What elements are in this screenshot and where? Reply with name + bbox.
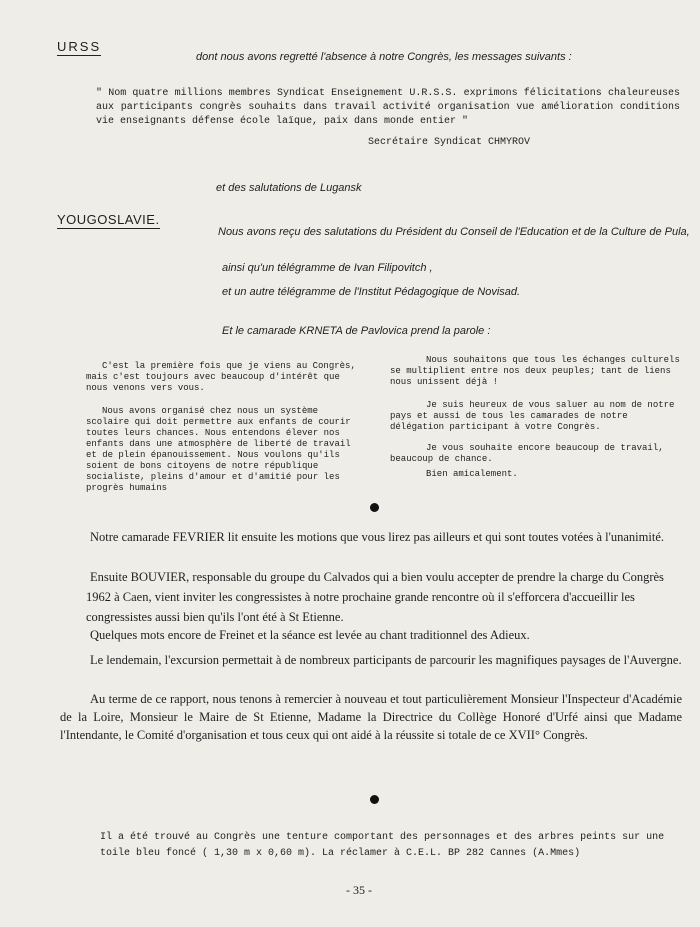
section-heading-yougoslavie: YOUGOSLAVIE. xyxy=(57,212,160,227)
bullet-separator xyxy=(370,503,379,512)
urss-lugansk: et des salutations de Lugansk xyxy=(216,182,362,194)
speech-right-paragraph: Je vous souhaite encore beaucoup de travail, beaucoup de chance. xyxy=(390,443,664,464)
section-heading-urss: URSS xyxy=(57,39,102,54)
speech-right-paragraph: Je suis heureux de vous saluer au nom de notre pays et aussi de tous les camarades de notre délégation participant à votre Congrès. xyxy=(390,400,675,432)
yougoslavie-line-2: ainsi qu'un télégramme de Ivan Filipovitch , xyxy=(222,262,433,274)
paragraph-bouvier: Ensuite BOUVIER, responsable du groupe du Calvados qui a bien voulu accepter de prendre la charge du Congrès 1962 à Caen, vient inviter les congressistes à notre prochaine grande rencontre où il s'efforcera d'accueillir les congressistes aussi bien qu'ils l'ont été à St Etienne. xyxy=(86,570,664,624)
speech-left-paragraph: C'est la première fois que je viens au Congrès, mais c'est toujours avec beaucoup d'intérêt que nous venons vers vous. xyxy=(86,361,356,393)
urss-signature: Secrétaire Syndicat CHMYROV xyxy=(368,137,531,148)
paragraph-fevrier: Notre camarade FEVRIER lit ensuite les motions que vous lirez pas ailleurs et qui sont toutes votées à l'unanimité. xyxy=(90,530,664,544)
paragraph-thanks: Au terme de ce rapport, nous tenons à remercier à nouveau et tout particulièrement Monsieur l'Inspecteur d'Académie de la Loire, Monsieur le Maire de St Etienne, Madame la Directrice du Collège Honoré d'Urfé ainsi que Madame l'Intendante, le Comité d'organisation et tous ceux qui ont aidé à la réussite si totale de ce XVII° Congrès. xyxy=(60,692,682,742)
notice-tenture: Il a été trouvé au Congrès une tenture comportant des personnages et des arbres peints sur une toile bleu foncé ( 1,30 m x 0,60 m). La réclamer à C.E.L. BP 282 Cannes (A.Mmes) xyxy=(100,832,665,859)
speech-left-paragraph: Nous avons organisé chez nous un système scolaire qui doit permettre aux enfants de courir toutes leurs chances. Nous entendons élever nos enfants dans une atmosphère de liberté de travail et de plein épanouissement. Nous voulons qu'ils soient de bons citoyens de notre république socialiste, pleins d'amour et d'amitié pour les progrès humains xyxy=(86,406,351,493)
paragraph-freinet: Quelques mots encore de Freinet et la séance est levée au chant traditionnel des Adieux. xyxy=(90,628,530,642)
paragraph-excursion: Le lendemain, l'excursion permettait à de nombreux participants de parcourir les magnifiques paysages de l'Auvergne. xyxy=(90,653,682,667)
yougoslavie-line-1: Nous avons reçu des salutations du Président du Conseil de l'Education et de la Culture de Pula, xyxy=(218,226,690,238)
bullet-separator xyxy=(370,795,379,804)
speech-right-column xyxy=(390,355,686,480)
speech-right-paragraph: Bien amicalement. xyxy=(426,469,518,479)
speech-right-paragraph: Nous souhaitons que tous les échanges culturels se multiplient entre nos deux peuples; tant de liens nous unissent déjà ! xyxy=(390,355,680,387)
yougoslavie-line-4: Et le camarade KRNETA de Pavlovica prend la parole : xyxy=(222,325,491,337)
speech-left-column xyxy=(86,361,362,494)
urss-message: " Nom quatre millions membres Syndicat Enseignement U.R.S.S. exprimons félicitations chaleureuses aux participants congrès souhaits dans travail activité organisation vue amélioration conditions vie enseignants défense école laïque, paix dans monde entier " xyxy=(96,88,680,127)
page-number: - 35 - xyxy=(346,883,372,897)
urss-intro: dont nous avons regretté l'absence à notre Congrès, les messages suivants : xyxy=(196,51,572,63)
yougoslavie-line-3: et un autre télégramme de l'Institut Pédagogique de Novisad. xyxy=(222,286,521,298)
